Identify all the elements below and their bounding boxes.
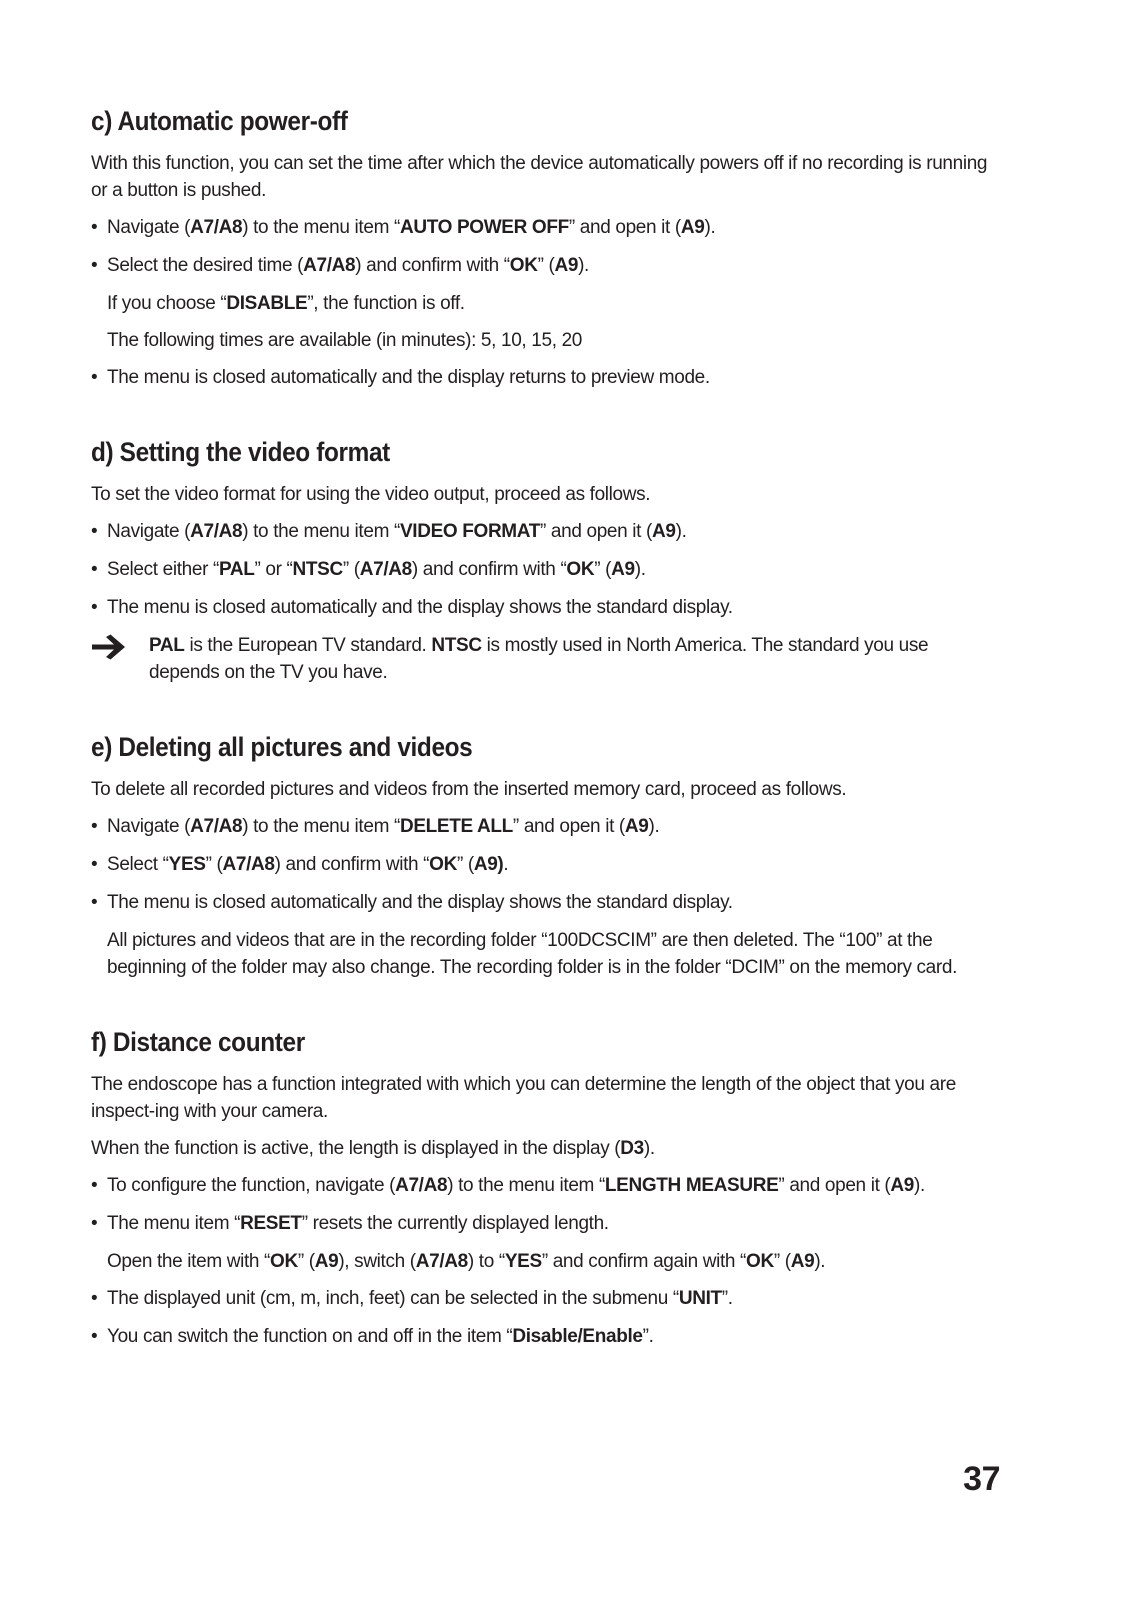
text-run: ”, the function is off. [307,293,465,314]
text-run: ” ( [205,854,223,875]
bold-term: A7/A8 [190,816,243,837]
text-run: . [503,854,509,875]
section-heading: e) Deleting all pictures and videos [91,732,473,762]
text-run: ) to the menu item “ [242,521,400,542]
paragraph [91,481,991,508]
text-run: ” and open it ( [512,816,625,837]
bold-term: DISABLE [226,293,308,314]
bullet-item [91,889,991,916]
bullet-item [91,364,991,391]
text-run: ” ( [297,1251,315,1272]
bold-term: LENGTH MEASURE [604,1175,779,1196]
text-run: ) to the menu item “ [447,1175,605,1196]
text-run: The displayed unit (cm, m, inch, feet) can be selected in the submenu “ [107,1288,679,1309]
text-run: The menu item “ [107,1213,241,1234]
bold-term: A7/A8 [359,559,412,580]
bold-term: VIDEO FORMAT [399,521,541,542]
bold-term: A9 [890,1175,915,1196]
text-run: With this function, you can set the time after which the device automatically powers off if no recording is running or a button is pushed. [91,153,988,201]
bold-term: OK [509,255,538,276]
text-run: To configure the function, navigate ( [107,1175,396,1196]
bold-term: NTSC [292,559,343,580]
paragraph [91,776,991,803]
text-run: ). [814,1251,826,1272]
text-run: ” ( [594,559,612,580]
section [91,435,991,686]
text-run: ” and confirm again with “ [541,1251,747,1272]
bold-term: OK [566,559,595,580]
bold-term: A9 [314,1251,339,1272]
text-run: ). [675,521,687,542]
text-run: The menu is closed automatically and the display shows the standard display. [107,892,733,913]
note [91,632,991,686]
text-run: You can switch the function on and off in the item “ [107,1326,513,1347]
text-run: ). [648,816,660,837]
text-run: ). [704,217,716,238]
paragraph [91,150,991,204]
bold-term: A9) [473,854,504,875]
bold-term: A7/A8 [190,521,243,542]
text-run: is the European TV standard. [184,635,432,656]
continuation-text [91,290,991,317]
bold-term: D3 [620,1138,644,1159]
bullet-item [91,851,991,878]
text-run: ” or “ [254,559,293,580]
bullet-item [91,1285,991,1312]
text-run: ) to “ [467,1251,505,1272]
bold-term: RESET [240,1213,302,1234]
bullet-item [91,594,991,621]
section [91,104,991,391]
text-run: ”. [721,1288,733,1309]
text-run: ” ( [773,1251,791,1272]
continuation-text [91,1248,991,1275]
text-run: ”. [642,1326,654,1347]
text-run: ), switch ( [338,1251,416,1272]
bold-term: NTSC [431,635,482,656]
bold-term: OK [746,1251,774,1272]
section-heading: c) Automatic power-off [91,106,348,136]
text-run: If you choose “ [107,293,227,314]
text-run: Navigate ( [107,521,191,542]
bold-term: A7/A8 [395,1175,448,1196]
continuation-text [91,327,991,354]
text-run: ” and open it ( [568,217,681,238]
text-run: ) to the menu item “ [242,217,400,238]
bullet-item [91,1172,991,1199]
section [91,1025,991,1350]
text-run: When the function is active, the length is displayed in the display ( [91,1138,621,1159]
bullet-item [91,813,991,840]
text-run: Navigate ( [107,816,191,837]
text-run: The following times are available (in minutes): 5, 10, 15, 20 [107,330,583,351]
text-run: The menu is closed automatically and the display shows the standard display. [107,597,733,618]
manual-page-content [91,104,991,1361]
text-run: Select either “ [107,559,219,580]
text-run: is mostly used in North America. The standard you use depends on the TV you have. [149,635,929,683]
bold-term: A9 [611,559,635,580]
right-arrow-icon [91,634,129,660]
text-run: ) and confirm with “ [274,854,430,875]
bold-term: A9 [790,1251,815,1272]
paragraph [91,1135,991,1162]
sections-container [91,104,991,1350]
text-run: ” ( [537,255,555,276]
bold-term: OK [270,1251,298,1272]
bold-term: UNIT [678,1288,722,1309]
bullet-item [91,518,991,545]
bullet-item [91,1210,991,1237]
bold-term: PAL [149,635,185,656]
text-run: ” and open it ( [778,1175,891,1196]
text-run: Select the desired time ( [107,255,304,276]
section [91,730,991,981]
bold-term: A7/A8 [190,217,243,238]
bold-term: AUTO POWER OFF [399,217,569,238]
text-run: ). [643,1138,655,1159]
bold-term: DELETE ALL [399,816,513,837]
bold-term: A9 [554,255,579,276]
bold-term: YES [504,1251,542,1272]
bold-term: A9 [624,816,649,837]
text-run: To set the video format for using the video output, proceed as follows. [91,484,651,505]
text-run: The endoscope has a function integrated with which you can determine the length of the object that you are inspect-ing with your camera. [91,1074,956,1122]
bold-term: A9 [652,521,676,542]
text-run: ” ( [342,559,360,580]
paragraph [91,1071,991,1125]
text-run: ). [578,255,589,276]
text-run: Select “ [107,854,169,875]
bold-term: A7/A8 [222,854,275,875]
bold-term: A7/A8 [303,255,356,276]
text-run: To delete all recorded pictures and videos from the inserted memory card, proceed as follows. [91,779,847,800]
text-run: ” resets the currently displayed length. [301,1213,609,1234]
text-run: ) and confirm with “ [411,559,567,580]
section-heading: d) Setting the video format [91,437,390,467]
text-run: ). [634,559,646,580]
text-run: ” ( [456,854,474,875]
bold-term: YES [168,854,206,875]
text-run: ) to the menu item “ [242,816,400,837]
bullet-item [91,214,991,241]
text-run: ” and open it ( [540,521,653,542]
text-run: ). [914,1175,925,1196]
continuation-text [91,927,991,981]
text-run: All pictures and videos that are in the recording folder “100DCSCIM” are then deleted. The “100” at the beginning of the folder may also change. The recording folder is in the folder “DCIM” on the memory card. [107,930,958,978]
bullet-item [91,556,991,583]
bullet-item [91,1323,991,1350]
bold-term: Disable/Enable [512,1326,643,1347]
text-run: Open the item with “ [107,1251,271,1272]
text-run: Navigate ( [107,217,191,238]
bold-term: PAL [218,559,255,580]
page-number: 37 [963,1460,1000,1498]
bold-term: A7/A8 [415,1251,468,1272]
text-run: ) and confirm with “ [355,255,510,276]
bullet-item [91,252,991,279]
bold-term: OK [429,854,457,875]
text-run: The menu is closed automatically and the display returns to preview mode. [107,367,710,388]
bold-term: A9 [680,217,705,238]
section-heading: f) Distance counter [91,1027,305,1057]
